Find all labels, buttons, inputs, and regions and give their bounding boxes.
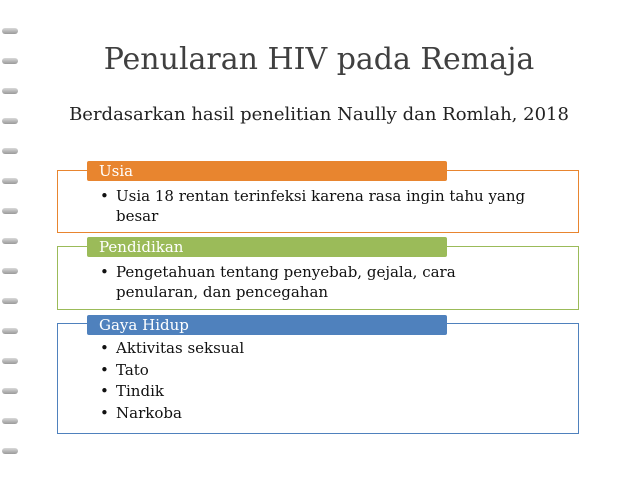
binder-ring bbox=[2, 448, 18, 454]
binder-ring bbox=[2, 358, 18, 364]
list-item: • Aktivitas seksual bbox=[100, 338, 540, 360]
section-list-usia bbox=[100, 186, 540, 226]
binder-ring bbox=[2, 208, 18, 214]
binder-ring bbox=[2, 88, 18, 94]
binder-ring bbox=[2, 328, 18, 334]
section-label-gaya-hidup: Gaya Hidup bbox=[87, 315, 447, 335]
list-item: • Pengetahuan tentang penyebab, gejala, cara penularan, dan pencegahan bbox=[100, 262, 540, 302]
binder-ring bbox=[2, 28, 18, 34]
slide-subtitle: Berdasarkan hasil penelitian Naully dan Romlah, 2018 bbox=[69, 104, 569, 125]
binder-ring bbox=[2, 268, 18, 274]
slide-title: Penularan HIV pada Remaja bbox=[103, 42, 535, 77]
list-item: • Usia 18 rentan terinfeksi karena rasa ingin tahu yang besar bbox=[100, 186, 540, 226]
binder-ring bbox=[2, 238, 18, 244]
list-item: • Tindik bbox=[100, 381, 540, 403]
section-list-pendidikan bbox=[100, 262, 540, 302]
binder-ring bbox=[2, 298, 18, 304]
list-item: • Narkoba bbox=[100, 403, 540, 425]
section-list-gaya-hidup bbox=[100, 338, 540, 424]
binder-ring bbox=[2, 418, 18, 424]
binder-ring bbox=[2, 388, 18, 394]
binder-ring bbox=[2, 178, 18, 184]
binder-ring bbox=[2, 148, 18, 154]
list-item: • Tato bbox=[100, 360, 540, 382]
section-label-pendidikan: Pendidikan bbox=[87, 237, 447, 257]
section-label-usia: Usia bbox=[87, 161, 447, 181]
